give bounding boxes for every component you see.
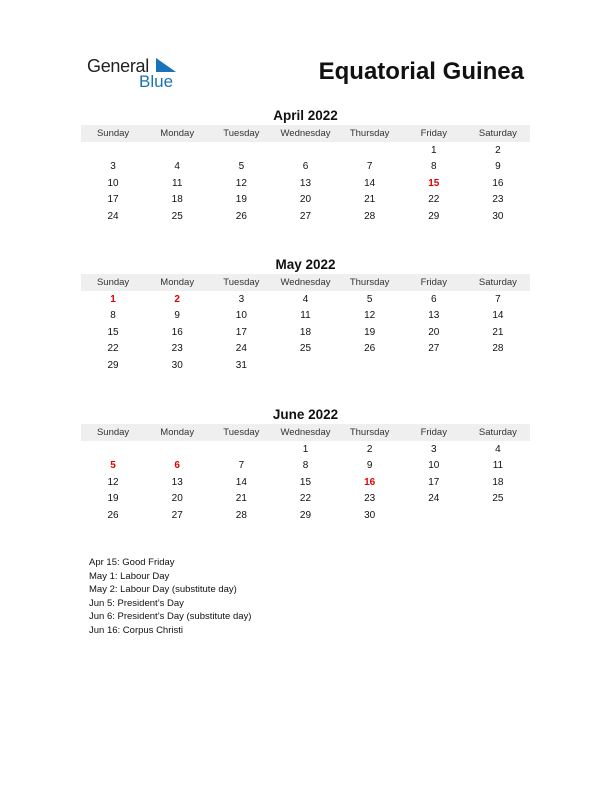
weekday-header (81, 125, 530, 142)
holiday-item: Jun 6: President’s Day (substitute day) (89, 611, 252, 623)
day-cell: 26 (235, 210, 247, 222)
day-cell: 31 (235, 359, 247, 371)
weekday-label: Thursday (349, 277, 390, 288)
country-title: Equatorial Guinea (318, 58, 524, 85)
day-cell: 12 (107, 476, 119, 488)
day-cell: 27 (171, 509, 183, 521)
holiday-day-cell: 5 (110, 460, 116, 472)
day-cell: 23 (364, 493, 376, 505)
day-cell: 19 (235, 194, 247, 206)
day-cell: 25 (299, 343, 312, 355)
month-grid (81, 441, 530, 524)
weekday-label: Tuesday (223, 128, 260, 139)
day-cell: 26 (364, 343, 376, 355)
holiday-day-cell: 2 (174, 293, 180, 305)
day-cell: 25 (492, 493, 504, 505)
day-cell: 4 (174, 161, 180, 173)
weekday-label: Friday (420, 277, 447, 288)
day-cell: 10 (235, 310, 247, 322)
day-cell: 8 (430, 161, 437, 173)
day-cell: 17 (235, 326, 247, 338)
weekday-label: Friday (420, 128, 447, 139)
day-cell: 28 (364, 210, 376, 222)
week-row (81, 474, 530, 491)
day-cell: 14 (235, 476, 247, 488)
day-cell: 8 (302, 460, 309, 472)
weekday-label: Sunday (96, 427, 130, 438)
logo (87, 56, 187, 92)
day-cell: 19 (364, 326, 376, 338)
week-row (81, 159, 530, 176)
day-cell: 25 (171, 210, 183, 222)
week-row (81, 341, 530, 358)
weekday-label: Saturday (478, 427, 517, 438)
weekday-label: Sunday (96, 128, 130, 139)
day-cell: 23 (171, 343, 183, 355)
holiday-day-cell: 1 (110, 293, 116, 305)
day-cell: 2 (366, 443, 373, 455)
day-cell: 19 (107, 493, 119, 505)
weekday-label: Monday (160, 427, 195, 438)
weekday-label: Thursday (349, 128, 390, 139)
logo-word-blue: Blue (139, 72, 174, 91)
month-grid (81, 291, 530, 374)
day-cell: 18 (299, 326, 312, 338)
week-row (81, 324, 530, 341)
day-cell: 3 (238, 293, 245, 305)
week-row (81, 175, 530, 192)
day-cell: 9 (495, 161, 501, 173)
day-cell: 24 (235, 343, 247, 355)
month-june (81, 407, 530, 524)
day-cell: 22 (107, 343, 119, 355)
day-cell: 1 (302, 443, 309, 455)
day-cell: 9 (366, 460, 373, 472)
weekday-label: Sunday (96, 277, 130, 288)
month-title: May 2022 (275, 257, 336, 272)
day-cell: 29 (299, 509, 312, 521)
weekday-header (81, 424, 530, 441)
week-row (81, 357, 530, 374)
week-row (81, 192, 530, 209)
day-cell: 26 (107, 509, 119, 521)
holiday-item: May 1: Labour Day (89, 570, 170, 582)
weekday-label: Saturday (478, 277, 517, 288)
logo-word-general: General (87, 56, 149, 76)
day-cell: 2 (495, 144, 501, 156)
day-cell: 7 (366, 161, 373, 173)
day-cell: 28 (492, 343, 504, 355)
day-cell: 22 (299, 493, 312, 505)
day-cell: 13 (299, 177, 312, 189)
day-cell: 24 (428, 493, 440, 505)
holiday-item: Apr 15: Good Friday (89, 557, 175, 568)
day-cell: 17 (107, 194, 119, 206)
day-cell: 1 (430, 144, 437, 156)
holiday-day-cell: 6 (174, 460, 180, 472)
day-cell: 11 (172, 177, 183, 189)
logo-triangle-icon (156, 58, 176, 72)
day-cell: 22 (428, 194, 440, 206)
day-cell: 21 (364, 194, 376, 206)
day-cell: 14 (492, 310, 504, 322)
day-cell: 14 (364, 177, 376, 189)
weekday-label: Wednesday (280, 277, 331, 288)
week-row (81, 308, 530, 325)
day-cell: 20 (428, 326, 440, 338)
weekday-label: Wednesday (280, 427, 331, 438)
day-cell: 30 (171, 359, 183, 371)
week-row (81, 441, 530, 458)
weekday-label: Tuesday (223, 427, 260, 438)
month-may (81, 257, 530, 374)
day-cell: 3 (430, 443, 437, 455)
month-grid (81, 142, 530, 225)
day-cell: 24 (107, 210, 119, 222)
weekday-label: Friday (420, 427, 447, 438)
day-cell: 3 (110, 161, 116, 173)
weekday-label: Saturday (478, 128, 517, 139)
day-cell: 23 (492, 194, 504, 206)
day-cell: 27 (428, 343, 440, 355)
day-cell: 17 (428, 476, 440, 488)
week-row (81, 507, 530, 524)
day-cell: 11 (300, 310, 311, 322)
day-cell: 15 (299, 476, 312, 488)
week-row (81, 208, 530, 225)
week-row (81, 142, 530, 159)
day-cell: 13 (428, 310, 440, 322)
day-cell: 7 (495, 293, 501, 305)
month-april (81, 108, 530, 225)
day-cell: 20 (299, 194, 312, 206)
day-cell: 16 (171, 326, 183, 338)
holiday-item: Jun 5: President’s Day (89, 597, 184, 609)
weekday-label: Monday (160, 128, 195, 139)
day-cell: 12 (235, 177, 247, 189)
day-cell: 18 (492, 476, 504, 488)
day-cell: 6 (302, 161, 309, 173)
day-cell: 4 (302, 293, 309, 305)
month-title: April 2022 (273, 108, 338, 123)
weekday-header (81, 274, 530, 291)
holiday-item: Jun 16: Corpus Christi (89, 624, 183, 636)
day-cell: 21 (235, 493, 247, 505)
day-cell: 15 (107, 326, 119, 338)
month-title: June 2022 (272, 407, 339, 422)
day-cell: 10 (107, 177, 119, 189)
day-cell: 16 (492, 177, 504, 189)
week-row (81, 491, 530, 508)
weekday-label: Wednesday (280, 128, 331, 139)
holiday-day-cell: 15 (428, 177, 440, 189)
week-row (81, 291, 530, 308)
day-cell: 11 (492, 460, 504, 472)
weekday-label: Thursday (349, 427, 390, 438)
day-cell: 30 (364, 509, 376, 521)
day-cell: 7 (238, 460, 245, 472)
day-cell: 10 (428, 460, 440, 472)
weekday-label: Tuesday (223, 277, 260, 288)
day-cell: 8 (110, 310, 116, 322)
day-cell: 4 (495, 443, 501, 455)
day-cell: 12 (364, 310, 376, 322)
day-cell: 13 (171, 476, 183, 488)
week-row (81, 458, 530, 475)
day-cell: 28 (235, 509, 247, 521)
holiday-day-cell: 16 (364, 476, 376, 488)
day-cell: 5 (238, 161, 245, 173)
holiday-item: May 2: Labour Day (substitute day) (89, 584, 237, 596)
day-cell: 20 (171, 493, 183, 505)
day-cell: 29 (107, 359, 119, 371)
day-cell: 30 (492, 210, 504, 222)
holiday-list (89, 556, 251, 638)
day-cell: 29 (428, 210, 440, 222)
day-cell: 21 (492, 326, 504, 338)
weekday-label: Monday (160, 277, 195, 288)
day-cell: 27 (299, 210, 312, 222)
day-cell: 6 (430, 293, 437, 305)
day-cell: 9 (174, 310, 180, 322)
day-cell: 5 (366, 293, 373, 305)
day-cell: 18 (171, 194, 183, 206)
